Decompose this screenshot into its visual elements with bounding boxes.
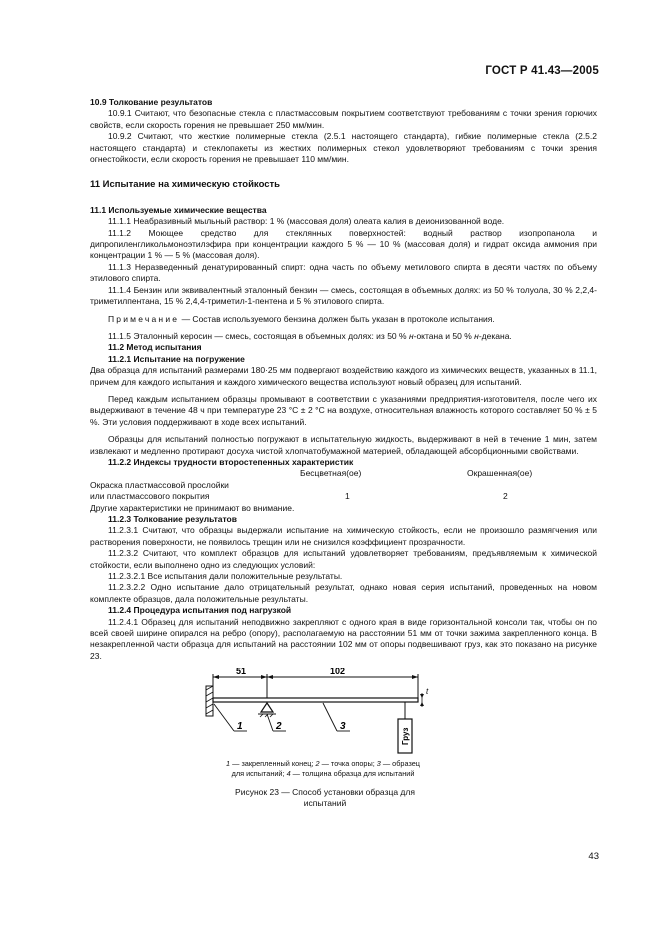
heading-11-2-2: 11.2.2 Индексы трудности второстепенных характеристик	[108, 456, 354, 467]
heading-10-9: 10.9 Толкование результатов	[90, 97, 213, 107]
heading-section-11: 11 Испытание на химическую стойкость	[90, 179, 281, 191]
legend-text-4: — толщина образца для испытаний	[290, 769, 415, 779]
table-row	[90, 480, 597, 491]
figure-caption	[190, 787, 460, 809]
page-number: 43	[588, 851, 599, 862]
paragraph-10-9-1: 10.9.1 Считают, что безопасные стекла с пластмассовым покрытием соответствуют требованиям с точки зрения горючих свойств, если скорость горения не превышает 250 мм/мин.	[90, 108, 597, 130]
paragraph-11-2-3-2-2: 11.2.3.2.2 Одно испытание дало отрицательный результат, однако новая серия испытаний, проведенных на новом комплекте образцов, дала положительные результаты.	[90, 582, 597, 604]
paragraph-11-1-5	[90, 331, 597, 342]
dim-102-label: 102	[330, 668, 346, 677]
main-content	[90, 97, 597, 828]
specimen-beam	[213, 698, 418, 702]
figure-23	[90, 668, 597, 828]
column-tinted: Окрашенная(ое)	[467, 468, 533, 479]
paragraph-11-2-3-2-1: 11.2.3.2.1 Все испытания дали положительные результаты.	[108, 571, 343, 582]
note-label: Примечание	[108, 313, 180, 324]
table-header-row	[90, 468, 597, 479]
paragraph-11-2-1-c: Образцы для испытаний полностью погружают в испытательную жидкость, выдерживают в ней в течение 1 мин, затем извлекают и медленно протирают досуха чистой хлопчатобумажной материей, обладающей абсорбционными свойствами.	[90, 434, 597, 456]
heading-11-1: 11.1 Используемые химические вещества	[90, 204, 267, 215]
paragraph-11-1-2: 11.1.2 Моющее средство для стеклянных поверхностей: водный раствор изопропанола и дипропиленгликольмоноэтилэфира при концентрации каждого 5 % — 10 % (массовая доля) и гидрат оксида аммония при концентрации 1 % — 5 % (массовая доля).	[90, 227, 597, 261]
thickness-label: t	[426, 687, 429, 697]
row-label-line-2: или пластмассового покрытия	[90, 491, 210, 502]
paragraph-11-2-1-a: Два образца для испытаний размерами 180·25 мм подвергают воздействию каждого из химических веществ, указанных в 11.1, причем для каждого испытания и каждого химического вещества используют новый образец для испытаний.	[90, 365, 597, 387]
paragraph-10-9-2: 10.9.2 Считают, что жесткие полимерные стекла (2.5.1 настоящего стандарта), гибкие полимерные стекла (2.5.2 настоящего стандарта) и стеклопакеты из жестких полимерных стекол удовлетворяют требованиям с точки зрения огнестойкости, если скорость горения не превышает 110 мм/мин.	[90, 131, 597, 165]
arrow-51-right	[261, 675, 267, 679]
legend-num-1: 1	[226, 759, 231, 769]
paragraph-11-2-3-2: 11.2.3.2 Считают, что комплект образцов для испытаний удовлетворяет требованиям, предъявляемым к химической стойкости, если выполнено одно из следующих условий:	[90, 548, 597, 570]
paragraph-11-2-4-1: 11.2.4.1 Образец для испытаний неподвижно закрепляют с одного края в виде горизонтальной консоли так, чтобы он по всей своей ширине опирался на ребро (опору), располагаемую на расстоянии 51 мм от точки зажима закрепленного конца. В незакрепленной части образца для испытаний на расстоянии 102 мм от опоры подвешивают груз, как это показано на рисунке 23.	[90, 616, 597, 661]
caption-line-2: испытаний	[303, 798, 347, 809]
paragraph-11-1-1: 11.1.1 Неабразивный мыльный раствор: 1 % (массовая доля) олеата калия в деионизованной воде.	[108, 216, 505, 227]
p11-1-5-part-a: 11.1.5 Эталонный керосин — смесь, состоящая в объемных долях: из 50 %	[108, 330, 409, 341]
caption-line-1: Рисунок 23 — Способ установки образца для	[235, 787, 415, 798]
standard-code: ГОСТ Р 41.43—2005	[485, 65, 599, 77]
legend-text-2: — точка опоры;	[319, 759, 377, 769]
p11-1-5-part-e: -декана.	[478, 330, 512, 341]
legend-text-3b: для испытаний;	[231, 769, 287, 779]
heading-11-2: 11.2 Метод испытания	[108, 342, 202, 353]
legend-text-3: — образец	[380, 759, 420, 769]
note-text: — Состав используемого бензина должен быть указан в протоколе испытания.	[179, 313, 495, 324]
figure-legend	[198, 759, 448, 779]
arrow-102-left	[267, 675, 273, 679]
label-1: 1	[237, 721, 243, 733]
paragraph-11-1-3: 11.1.3 Неразведенный денатурированный спирт: одна часть по объему метилового спирта в десяти частях по объему этилового спирта.	[90, 261, 597, 284]
weight-label: Груз	[401, 727, 410, 746]
p11-1-5-part-b: н	[408, 330, 414, 341]
p11-1-5-part-d: н	[474, 330, 479, 341]
value-colorless: 1	[345, 491, 350, 502]
label-2: 2	[276, 721, 282, 733]
column-colorless: Бесцветная(ое)	[300, 468, 362, 479]
dim-51-label: 51	[236, 668, 247, 677]
value-tinted: 2	[503, 491, 508, 502]
legend-num-2: 2	[315, 759, 320, 769]
row-label-line-1: Окраска пластмассовой прослойки	[90, 479, 229, 490]
legend-num-3: 3	[376, 759, 381, 769]
arrow-102-right	[412, 675, 418, 679]
p11-1-5-part-c: -октана и 50 %	[413, 330, 475, 341]
table-row	[90, 491, 597, 502]
paragraph-11-2-1-b: Перед каждым испытанием образцы промывают в соответствии с указаниями предприятия-изготовителя, после чего их выдерживают в течение 48 ч при температуре 23 °С ± 2 °С на воздухе, относительная влажность которого составляет 50 % ± 5 %. Эти условия поддерживают в ходе всех испытаний.	[90, 393, 597, 427]
paragraph-11-1-4: 11.1.4 Бензин или эквивалентный эталонный бензин — смесь, состоящая в объемных долях: из 50 % толуола, 30 % 2,2,4-триметилпентана, 15 % 2,4,4-триметил-1-пентена и 5 % этилового спирта.	[90, 284, 597, 307]
legend-num-4: 4	[286, 769, 291, 779]
paragraph-other-characteristics: Другие характеристики не принимают во внимание.	[90, 502, 295, 513]
heading-11-2-4: 11.2.4 Процедура испытания под нагрузкой	[108, 605, 292, 616]
legend-text-1: — закрепленный конец;	[230, 759, 316, 769]
heading-11-2-1: 11.2.1 Испытание на погружение	[108, 353, 245, 364]
beam-diagram	[200, 668, 440, 760]
leader-1	[214, 704, 234, 731]
paragraph-11-2-3-1: 11.2.3.1 Считают, что образцы выдержали испытание на химическую стойкость, если не произошло размягчения или растворения поверхности, не появилось трещин или не снизился коэффициент прозрачности.	[90, 525, 597, 547]
leader-3	[323, 703, 337, 731]
heading-11-2-3: 11.2.3 Толкование результатов	[108, 514, 237, 524]
label-3: 3	[340, 721, 346, 733]
support-point	[261, 703, 273, 712]
note-paragraph	[90, 314, 597, 325]
arrow-51-left	[213, 675, 219, 679]
